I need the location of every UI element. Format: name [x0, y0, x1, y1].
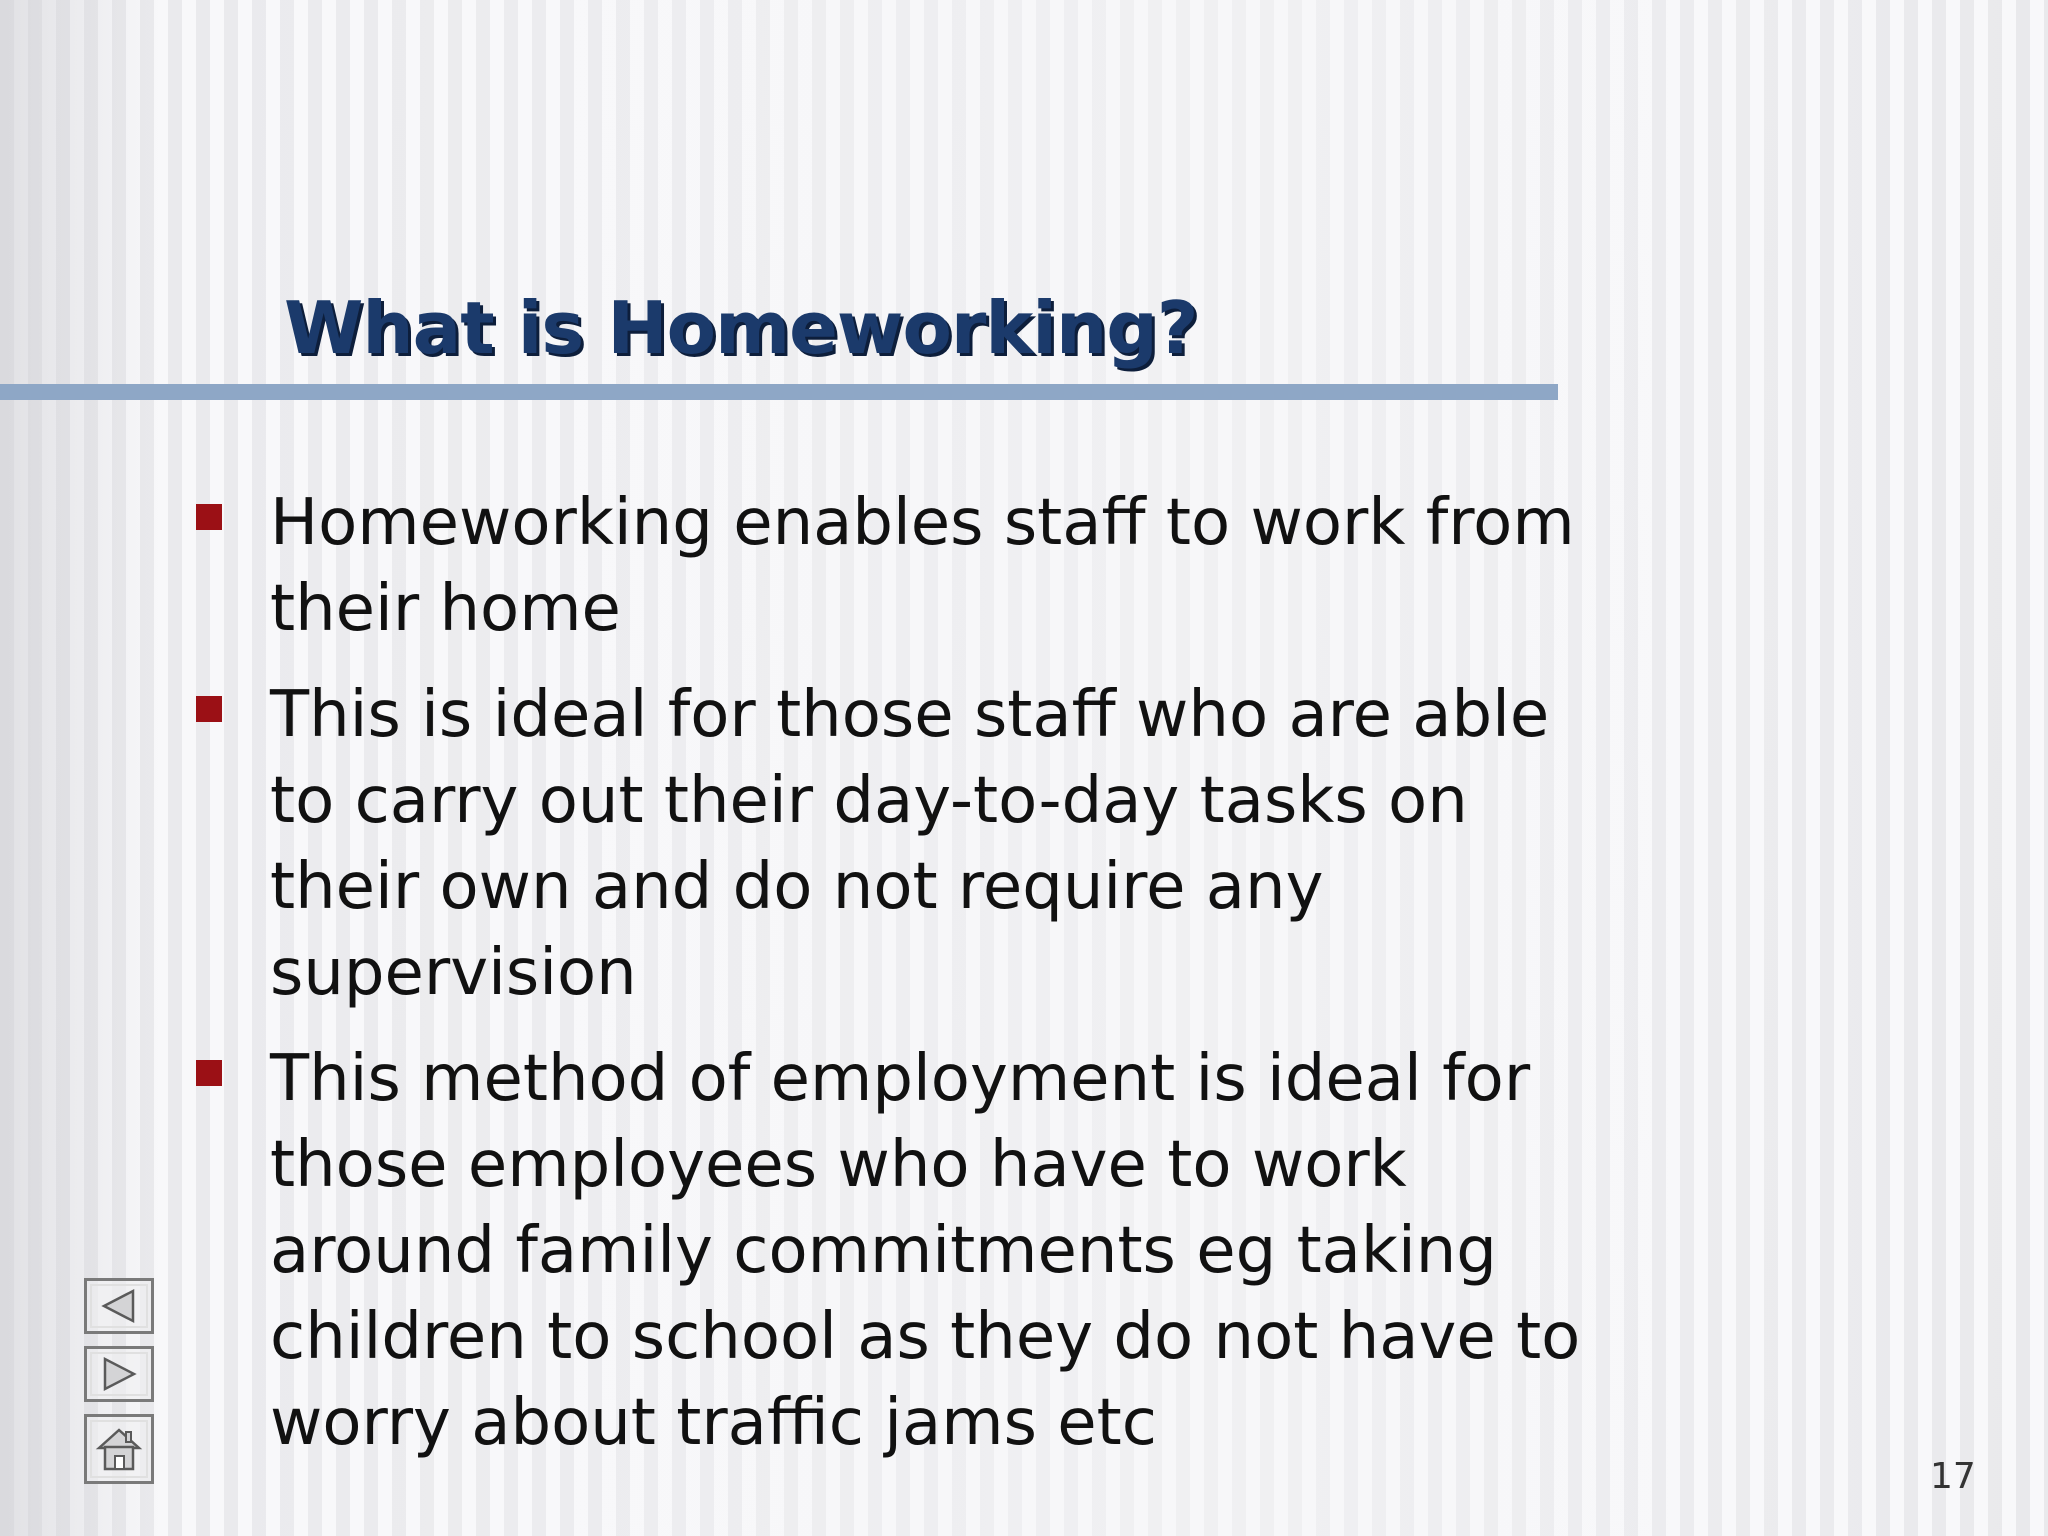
title-underline	[0, 384, 1558, 400]
square-bullet-icon	[196, 1060, 222, 1086]
bullet-item	[192, 672, 1612, 1016]
bullet-list	[192, 480, 1612, 1486]
previous-slide-button[interactable]	[84, 1278, 154, 1334]
slide-title: What is Homeworking?	[284, 286, 1198, 370]
bullet-text: This is ideal for those staff who are able to carry out their day-to-day tasks on their own and do not require any supervision	[270, 678, 1550, 1010]
triangle-right-icon	[99, 1356, 139, 1392]
house-icon	[94, 1424, 144, 1474]
square-bullet-icon	[196, 696, 222, 722]
bullet-text: Homeworking enables staff to work from their home	[270, 486, 1575, 646]
home-button[interactable]	[84, 1414, 154, 1484]
square-bullet-icon	[196, 504, 222, 530]
triangle-left-icon	[99, 1288, 139, 1324]
bullet-item	[192, 1036, 1612, 1466]
page-number: 17	[1930, 1456, 1976, 1497]
bullet-item	[192, 480, 1612, 652]
bullet-text: This method of employment is ideal for those employees who have to work around family commitments eg taking children to school as they do not have to worry about traffic jams etc	[270, 1042, 1581, 1460]
next-slide-button[interactable]	[84, 1346, 154, 1402]
